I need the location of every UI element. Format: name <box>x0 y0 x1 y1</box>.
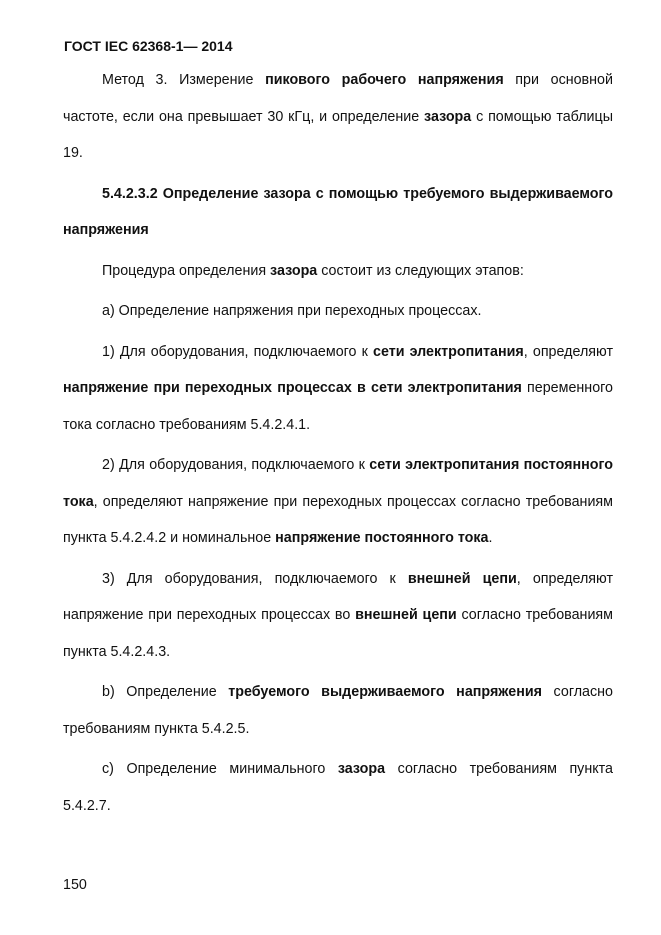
text-run: переменного тока согласно требованиям 5.4.2.4.1. <box>63 380 613 433</box>
paragraph <box>63 561 613 671</box>
bold-term: сети электропитания постоянного тока <box>63 457 614 510</box>
text-run: , определяют напряжение при переходных процессах согласно требованиям пункта 5.4.2.4.2 и номинальное <box>63 493 613 546</box>
text-run: согласно требованиям пункта 5.4.2.7. <box>63 761 613 814</box>
text-run: Метод 3. Измерение <box>102 72 266 88</box>
bold-term: сети электропитания <box>373 343 524 360</box>
bold-term: зазора <box>270 262 318 279</box>
paragraph <box>63 447 613 557</box>
text-run: Процедура определения <box>102 262 271 279</box>
bold-term: зазора <box>337 761 386 777</box>
bold-term: напряжение постоянного тока <box>275 530 489 546</box>
paragraph <box>63 293 613 330</box>
text-run: согласно требованиям пункта 5.4.2.5. <box>63 684 614 737</box>
document-body <box>63 62 613 828</box>
text-run: 1) Для оборудования, подключаемого к <box>102 343 373 360</box>
text-run: 3) Для оборудования, подключаемого к <box>102 570 408 587</box>
text-run: при основной частоте, если она превышает 30 кГц, и определение <box>63 72 613 125</box>
bold-term: требуемого выдерживаемого напряжения <box>228 684 542 700</box>
text-run: 2) Для оборудования, подключаемого к <box>102 457 370 473</box>
text-run: . <box>488 530 493 546</box>
text-run: , определяют <box>523 343 614 360</box>
bold-term: напряжение при переходных процессах в сети электропитания <box>63 380 522 396</box>
paragraph <box>63 62 613 172</box>
text-run: c) Определение минимального <box>102 761 338 777</box>
bold-term: зазора <box>424 108 472 125</box>
paragraph <box>63 334 613 444</box>
paragraph <box>63 176 613 249</box>
text-run: , определяют напряжение при переходных процессах во <box>63 570 613 623</box>
bold-term: 5.4.2.3.2 Определение зазора с помощью требуемого выдерживаемого напряжения <box>63 185 613 238</box>
text-run: b) Определение <box>102 684 229 700</box>
page-number: 150 <box>63 877 87 893</box>
paragraph <box>63 751 613 824</box>
text-run: с помощью таблицы 19. <box>63 108 613 161</box>
text-run: согласно требованиям пункта 5.4.2.4.3. <box>63 607 613 660</box>
text-run: состоит из следующих этапов: <box>317 262 524 279</box>
text-run: a) Определение напряжения при переходных процессах. <box>102 303 482 319</box>
bold-term: внешней цепи <box>355 607 457 623</box>
document-header: ГОСТ IEC 62368-1— 2014 <box>64 38 233 54</box>
paragraph <box>63 674 613 747</box>
bold-term: внешней цепи <box>407 570 517 587</box>
bold-term: пикового рабочего напряжения <box>265 72 504 88</box>
paragraph <box>63 253 613 290</box>
